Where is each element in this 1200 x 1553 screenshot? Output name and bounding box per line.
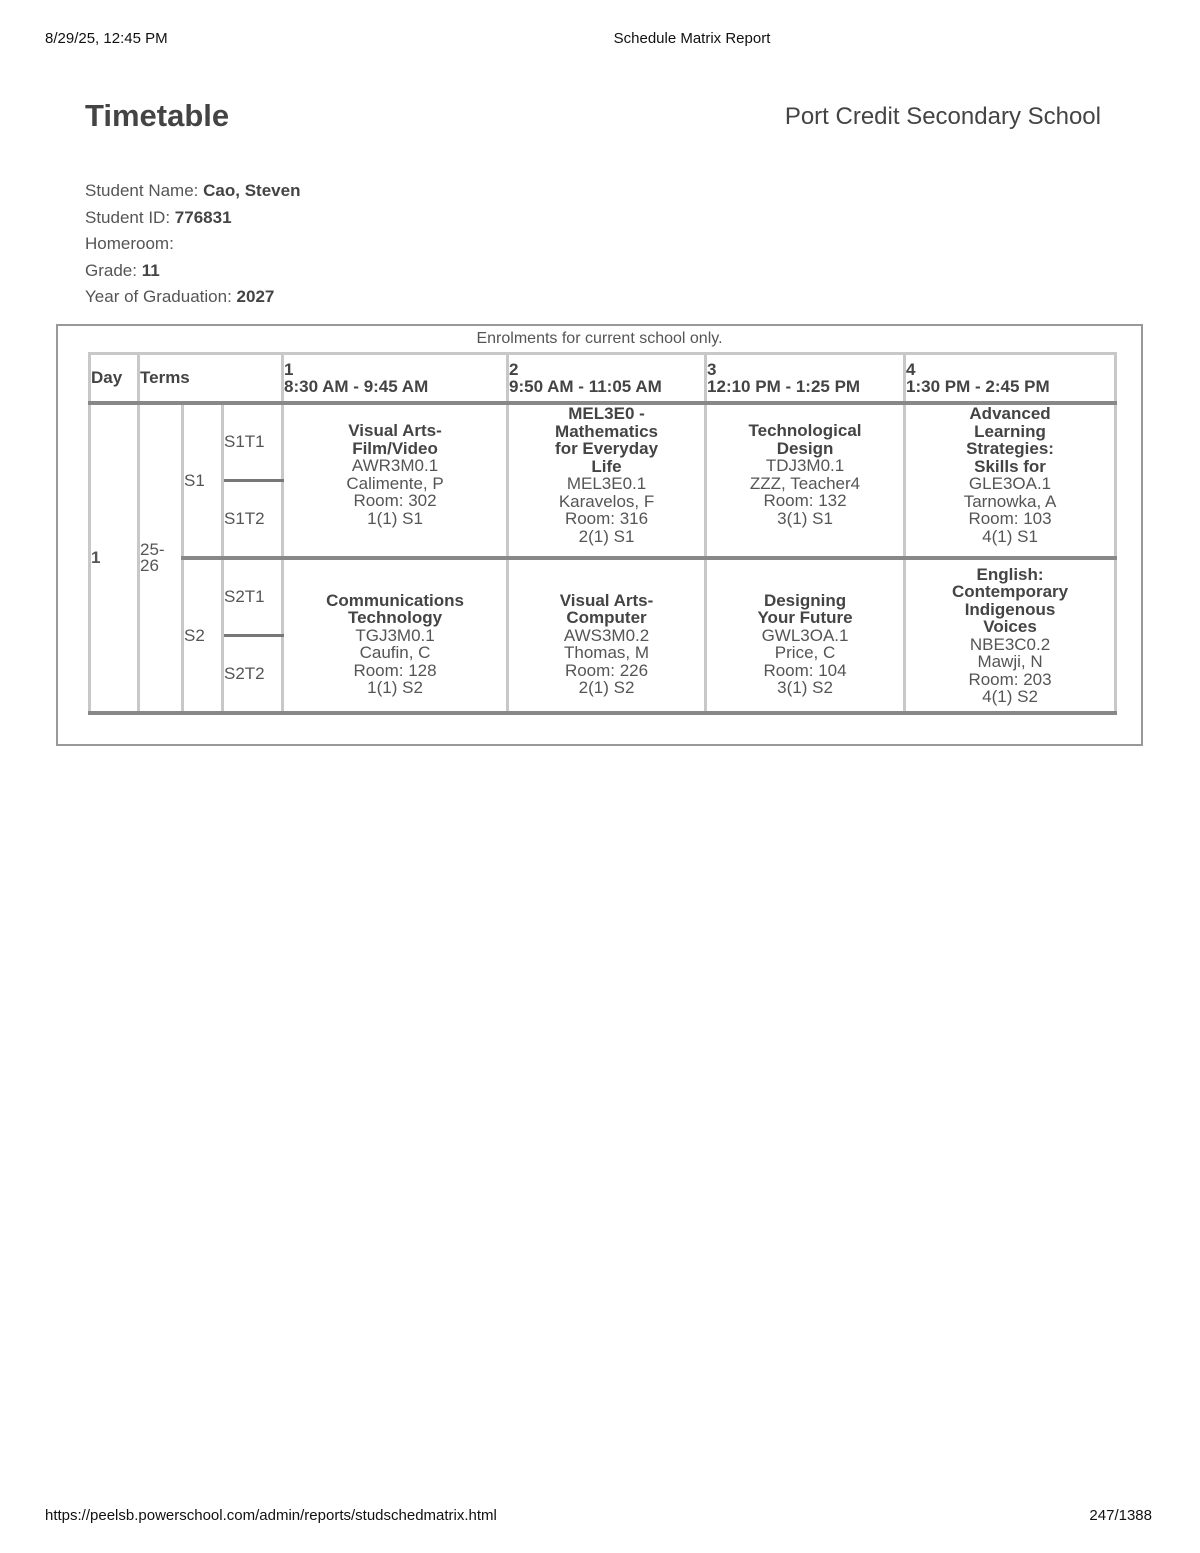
course-title: Designing Your Future — [757, 590, 853, 627]
class-cell — [283, 558, 508, 713]
room: Room: 302 — [353, 491, 437, 510]
period-time: 1:30 PM - 2:45 PM — [906, 377, 1050, 396]
class-cell — [283, 403, 508, 558]
course-code: TDJ3M0.1 — [765, 456, 845, 475]
print-datetime: 8/29/25, 12:45 PM — [45, 30, 168, 47]
column-header-period-1 — [283, 354, 508, 404]
class-cell — [706, 558, 905, 713]
course-code: AWS3M0.2 — [563, 625, 650, 645]
header-row — [90, 354, 1116, 404]
student-info — [85, 178, 300, 311]
period-slot: 3(1) S2 — [777, 678, 833, 697]
course-title: Technological Design — [748, 421, 862, 458]
period-time: 12:10 PM - 1:25 PM — [707, 377, 861, 396]
year-label: 25- 26 — [140, 540, 165, 575]
period-slot: 3(1) S1 — [777, 508, 833, 528]
table-row — [90, 558, 1116, 636]
course-title: MEL3E0 - Mathematics for Everyday Life — [555, 404, 659, 476]
course-code: NBE3C0.2 — [969, 634, 1051, 654]
course-code: MEL3E0.1 — [566, 474, 647, 493]
school-name: Port Credit Secondary School — [784, 103, 1101, 130]
period-time: 8:30 AM - 9:45 AM — [284, 377, 429, 396]
term-cell: S1T2 — [223, 481, 283, 559]
period-number: 3 — [707, 360, 717, 379]
period-number: 4 — [906, 360, 916, 379]
teacher: Calimente, P — [346, 473, 444, 493]
enrolment-note: Enrolments for current school only. — [476, 330, 723, 347]
grade-label: Grade: — [85, 260, 137, 280]
homeroom-label: Homeroom: — [85, 234, 174, 253]
term-cell: S2T1 — [223, 558, 283, 636]
course-code: TGJ3M0.1 — [355, 625, 435, 645]
course-title: English: Contemporary Indigenous Voices — [951, 564, 1069, 636]
room: Room: 103 — [968, 509, 1052, 528]
room: Room: 203 — [968, 669, 1052, 689]
period-number: 1 — [284, 360, 294, 379]
course-code: GLE3OA.1 — [968, 474, 1052, 493]
room: Room: 226 — [564, 660, 649, 680]
class-cell — [905, 403, 1116, 558]
graduation-year: 2027 — [236, 287, 275, 306]
period-slot: 1(1) S2 — [367, 678, 423, 697]
teacher: Tarnowka, A — [963, 491, 1057, 511]
course-title: Visual Arts- Film/Video — [348, 421, 442, 458]
period-slot: 2(1) S2 — [578, 678, 635, 697]
column-header-day: Day — [90, 354, 139, 404]
period-slot: 4(1) S2 — [982, 687, 1038, 706]
course-code: AWR3M0.1 — [351, 456, 439, 475]
column-header-terms: Terms — [139, 354, 283, 404]
column-header-period-4 — [905, 354, 1116, 404]
room: Room: 104 — [763, 660, 847, 680]
student-name: Cao, Steven — [203, 181, 301, 200]
teacher: Caufin, C — [359, 643, 431, 662]
graduation-row — [85, 284, 300, 311]
student-id-row — [85, 205, 300, 232]
room: Room: 128 — [353, 660, 437, 680]
grade-row — [85, 258, 300, 285]
period-slot: 4(1) S1 — [982, 526, 1038, 546]
print-url: https://peelsb.powerschool.com/admin/reports/studschedmatrix.html — [45, 1507, 497, 1524]
course-title: Communications Technology — [326, 590, 464, 627]
homeroom-row — [85, 231, 300, 258]
semester-cell: S1 — [183, 403, 223, 558]
day-cell: 1 — [90, 403, 139, 713]
year-cell — [139, 403, 183, 713]
column-header-period-2 — [508, 354, 706, 404]
period-time: 9:50 AM - 11:05 AM — [509, 377, 662, 396]
room: Room: 132 — [763, 491, 847, 510]
teacher: ZZZ, Teacher4 — [749, 473, 861, 493]
student-name-row — [85, 178, 300, 205]
period-number: 2 — [509, 360, 519, 379]
schedule-matrix-table — [88, 352, 1117, 715]
print-page-number: 247/1388 — [1089, 1507, 1152, 1524]
graduation-label: Year of Graduation: — [85, 287, 232, 306]
class-cell — [508, 403, 706, 558]
teacher: Price, C — [774, 643, 836, 662]
page-title: Timetable — [85, 98, 230, 133]
semester-cell: S2 — [183, 558, 223, 713]
table-row — [90, 403, 1116, 481]
period-slot: 1(1) S1 — [367, 508, 423, 528]
course-code: GWL3OA.1 — [761, 625, 849, 645]
schedule-matrix-box — [56, 324, 1143, 746]
period-slot: 2(1) S1 — [578, 526, 635, 546]
term-cell: S1T1 — [223, 403, 283, 481]
teacher: Karavelos, F — [558, 491, 655, 511]
grade: 11 — [141, 260, 160, 280]
class-cell — [905, 558, 1116, 713]
course-title: Advanced Learning Strategies: Skills for — [966, 404, 1054, 476]
student-name-label: Student Name: — [85, 181, 199, 200]
class-cell — [508, 558, 706, 713]
teacher: Thomas, M — [564, 643, 650, 662]
student-id-label: Student ID: — [85, 207, 171, 227]
room: Room: 316 — [564, 509, 649, 528]
term-cell: S2T2 — [223, 636, 283, 714]
student-id: 776831 — [174, 207, 232, 227]
class-cell — [706, 403, 905, 558]
course-title: Visual Arts- Computer — [559, 590, 654, 627]
print-report-name: Schedule Matrix Report — [613, 30, 771, 47]
column-header-period-3 — [706, 354, 905, 404]
teacher: Mawji, N — [977, 652, 1043, 671]
